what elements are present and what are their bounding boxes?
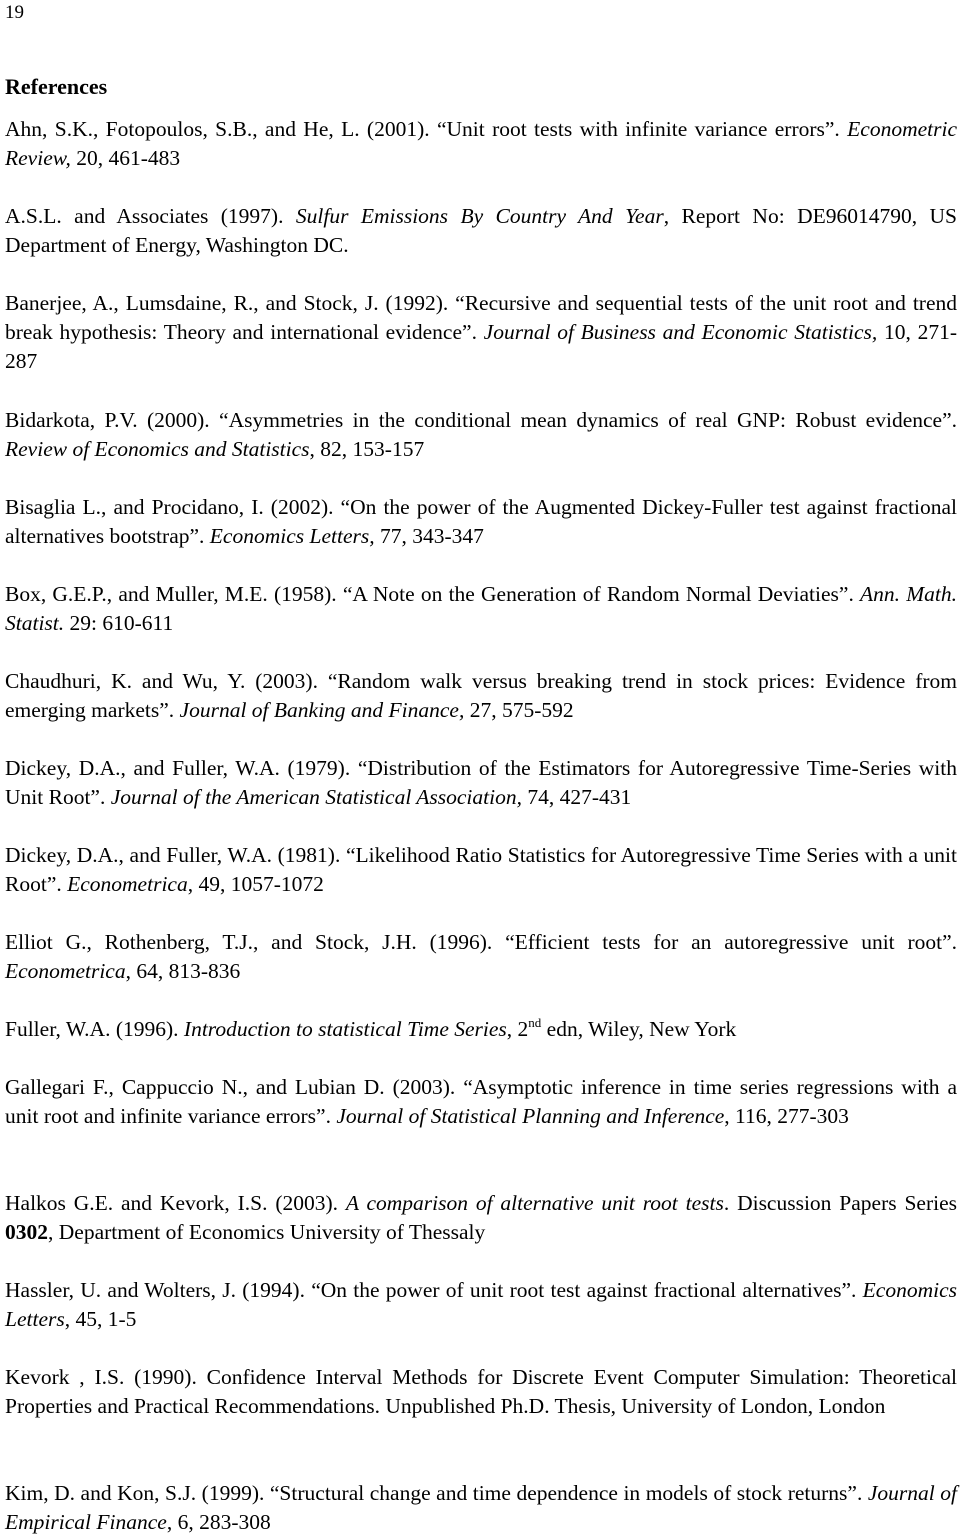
reference-source: Ann. Math. Statist.: [5, 582, 957, 635]
reference-text: Banerjee, A., Lumsdaine, R., and Stock, J. (1992). “Recursive and sequential tests of the unit root and trend break hypothesis: Theory and international evidence”.: [5, 291, 957, 344]
reference-details-tail: edn, Wiley, New York: [541, 1017, 737, 1041]
reference-source: Economics Letters,: [209, 524, 375, 548]
reference-details: , 64, 813-836: [125, 959, 241, 983]
reference-source: Journal of Empirical Finance: [5, 1481, 957, 1534]
reference-source: Econometric Review,: [5, 117, 957, 170]
reference-text: Kim, D. and Kon, S.J. (1999). “Structural change and time dependence in models of stock returns”.: [5, 1481, 868, 1505]
reference-entry: [5, 202, 957, 260]
reference-details: , Report No: DE96014790, US Department of Energy, Washington DC.: [5, 204, 957, 257]
reference-source: Sulfur Emissions By Country And Year: [295, 204, 664, 228]
reference-source: A comparison of alternative unit root tests: [345, 1191, 724, 1215]
reference-entry: [5, 754, 957, 812]
reference-entry: [5, 1189, 957, 1247]
superscript-ordinal: nd: [528, 1015, 542, 1030]
reference-entry: [5, 289, 957, 376]
reference-entry: [5, 667, 957, 725]
reference-text: Ahn, S.K., Fotopoulos, S.B., and He, L. (2001). “Unit root tests with infinite variance errors”.: [5, 117, 848, 141]
reference-details: , 2: [506, 1017, 529, 1041]
reference-source: Econometrica: [5, 959, 126, 983]
reference-entry: [5, 1363, 957, 1421]
reference-text: Fuller, W.A. (1996).: [5, 1017, 184, 1041]
reference-details-tail: , Department of Economics University of Thessaly: [48, 1220, 486, 1244]
reference-text: Gallegari F., Cappuccio N., and Lubian D. (2003). “Asymptotic inference in time series regressions with a unit root and infinite variance errors”.: [5, 1075, 957, 1128]
reference-entry: [5, 115, 957, 173]
reference-text: Bisaglia L., and Procidano, I. (2002). “On the power of the Augmented Dickey-Fuller test against fractional alternatives bootstrap”.: [5, 495, 957, 548]
reference-entry: [5, 928, 957, 986]
reference-text: Dickey, D.A., and Fuller, W.A. (1979). “Distribution of the Estimators for Autoregressive Time-Series with Unit Root”.: [5, 756, 957, 809]
reference-details: 27, 575-592: [464, 698, 574, 722]
reference-text: Elliot G., Rothenberg, T.J., and Stock, J.H. (1996). “Efficient tests for an autoregressive unit root”.: [5, 930, 957, 954]
reference-source: Introduction to statistical Time Series: [183, 1017, 507, 1041]
series-number: 0302: [5, 1220, 48, 1244]
reference-entry: [5, 406, 957, 464]
reference-details: , 82, 153-157: [309, 437, 425, 461]
reference-details: 29: 610-611: [64, 611, 174, 635]
page-number: 19: [5, 2, 24, 23]
reference-text: Bidarkota, P.V. (2000). “Asymmetries in the conditional mean dynamics of real GNP: Robust evidence”.: [5, 408, 957, 432]
reference-text: Box, G.E.P., and Muller, M.E. (1958). “A Note on the Generation of Random Normal Deviaties”.: [5, 582, 861, 606]
reference-details: 10, 271-287: [5, 320, 957, 373]
reference-source: Journal of Statistical Planning and Inference: [336, 1104, 725, 1128]
reference-source: Journal of Banking and Finance,: [179, 698, 465, 722]
reference-details: 74, 427-431: [521, 785, 632, 809]
reference-entry: [5, 1479, 957, 1537]
references-heading: References: [5, 74, 108, 99]
reference-entry: [5, 493, 957, 551]
reference-entry: [5, 580, 957, 638]
reference-text: Hassler, U. and Wolters, J. (1994). “On the power of unit root test against fractional alternatives”.: [5, 1278, 863, 1302]
reference-source: Econometrica: [67, 872, 188, 896]
reference-details: , 45, 1-5: [64, 1307, 137, 1331]
reference-details: , 116, 277-303: [724, 1104, 849, 1128]
reference-details: 20, 461-483: [70, 146, 181, 170]
reference-source: Review of Economics and Statistics: [5, 437, 310, 461]
reference-text: Halkos G.E. and Kevork, I.S. (2003).: [5, 1191, 346, 1215]
reference-source: Economics Letters: [5, 1278, 957, 1331]
reference-text: Kevork , I.S. (1990). Confidence Interval Methods for Discrete Event Computer Simulation: Theoretical Properties and Practical Recommendations. Unpublished Ph.D. Thesis, University of London, London: [5, 1365, 957, 1418]
reference-entry: [5, 1073, 957, 1131]
reference-details: 77, 343-347: [374, 524, 484, 548]
reference-source: Journal of the American Statistical Association,: [110, 785, 522, 809]
reference-text: Chaudhuri, K. and Wu, Y. (2003). “Random walk versus breaking trend in stock prices: Evidence from emerging markets”.: [5, 669, 957, 722]
reference-entry: [5, 1015, 957, 1044]
reference-text: A.S.L. and Associates (1997).: [5, 204, 296, 228]
reference-details: , 6, 283-308: [166, 1510, 271, 1534]
reference-entry: [5, 1276, 957, 1334]
reference-details: . Discussion Papers Series: [723, 1191, 957, 1215]
reference-details: , 49, 1057-1072: [187, 872, 324, 896]
reference-source: Journal of Business and Economic Statistics,: [483, 320, 878, 344]
reference-text: Dickey, D.A., and Fuller, W.A. (1981). “Likelihood Ratio Statistics for Autoregressive Time Series with a unit Root”.: [5, 843, 957, 896]
reference-entry: [5, 841, 957, 899]
